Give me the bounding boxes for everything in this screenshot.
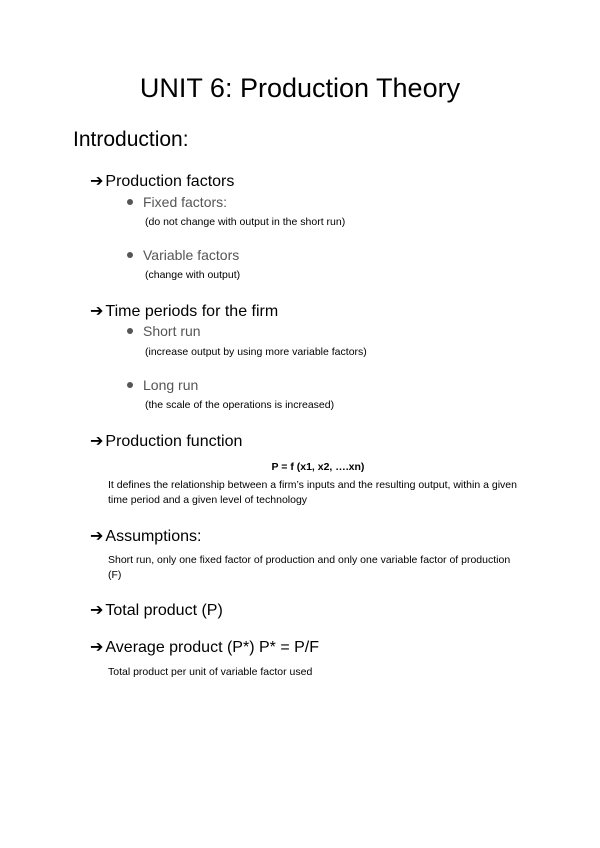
arrow-icon: ➔	[90, 528, 104, 545]
production-function-label: Production function	[105, 433, 243, 450]
bullet-icon	[127, 252, 133, 258]
bullet-icon	[127, 382, 133, 388]
bullet-icon	[127, 199, 133, 205]
list-item-total-product	[90, 601, 223, 621]
list-item-average-product	[90, 638, 319, 658]
list-item-production-function	[90, 432, 242, 452]
arrow-icon: ➔	[90, 639, 104, 656]
total-product-label: Total product (P)	[105, 602, 223, 619]
short-run-note: (increase output by using more variable factors)	[145, 346, 367, 358]
page-title: UNIT 6: Production Theory	[139, 73, 461, 103]
long-run-note: (the scale of the operations is increased)	[145, 399, 335, 411]
list-item-long-run	[127, 376, 198, 394]
list-item-production-factors	[90, 172, 234, 192]
short-run-label: Short run	[143, 323, 201, 339]
assumptions-label: Assumptions:	[105, 528, 202, 545]
list-item-time-periods	[90, 302, 278, 322]
fixed-factors-note: (do not change with output in the short run)	[145, 216, 346, 228]
assumptions-text: Short run, only one fixed factor of production and only one variable factor of production (F)	[108, 554, 511, 581]
arrow-icon: ➔	[90, 303, 104, 320]
production-function-definition: It defines the relationship between a firm’s inputs and the resulting output, within a given time period and a given level of technology	[108, 479, 517, 506]
arrow-icon: ➔	[90, 173, 104, 190]
arrow-icon: ➔	[90, 433, 104, 450]
long-run-label: Long run	[143, 377, 199, 393]
time-periods-label: Time periods for the firm	[105, 303, 279, 320]
average-product-label: Average product (P*) P* = P/F	[105, 639, 319, 656]
variable-factors-label: Variable factors	[143, 247, 240, 263]
fixed-factors-label: Fixed factors:	[143, 194, 228, 210]
list-item-assumptions	[90, 527, 201, 547]
arrow-icon: ➔	[90, 602, 104, 619]
variable-factors-note: (change with output)	[145, 269, 241, 281]
production-function-formula: P = f (x1, x2, ….xn)	[271, 461, 365, 473]
list-item-variable-factors	[127, 246, 239, 264]
section-heading-introduction: Introduction:	[73, 128, 189, 151]
list-item-fixed-factors	[127, 193, 227, 211]
bullet-icon	[127, 328, 133, 334]
production-factors-label: Production factors	[105, 173, 235, 190]
list-item-short-run	[127, 322, 201, 340]
average-product-text: Total product per unit of variable factor used	[108, 666, 313, 678]
